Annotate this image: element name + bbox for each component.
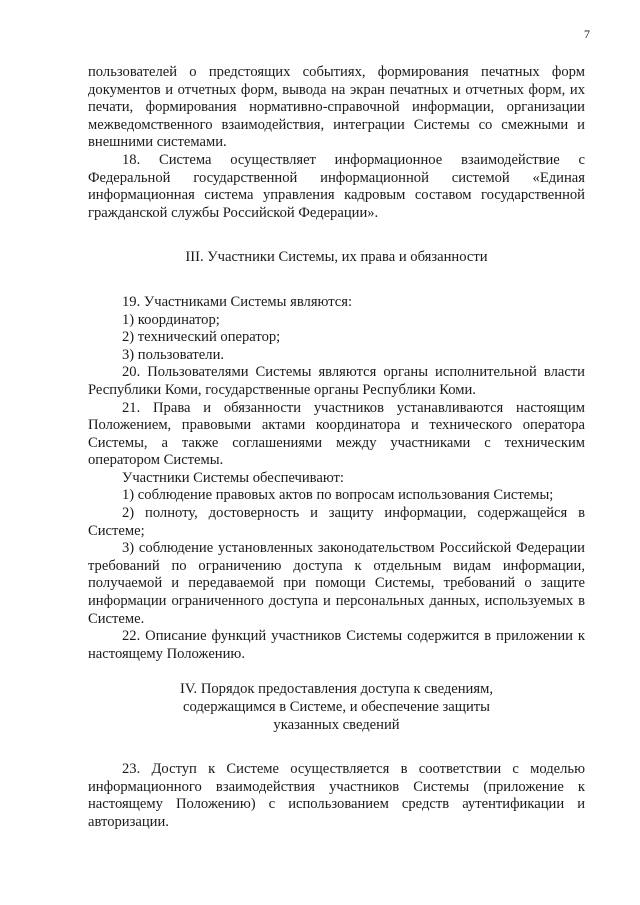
paragraph-22: 22. Описание функций участников Системы содержится в приложении к настоящему Положению. xyxy=(88,628,585,662)
list-item-21-3: 3) соблюдение установленных законодательством Российской Федерации требований по ограничению доступа к отдельным видам информации, получаемой и передаваемой при помощи Системы, требований о защите информации ограниченного доступа и персональных данных, используемых в Системе. xyxy=(88,540,585,627)
document-body xyxy=(88,64,585,832)
paragraph-20: 20. Пользователями Системы являются органы исполнительной власти Республики Коми, государственные органы Республики Коми. xyxy=(88,364,585,398)
list-item-19-3: 3) пользователи. xyxy=(122,346,225,363)
section-4-title-line-1: IV. Порядок предоставления доступа к сведениям, xyxy=(180,681,493,698)
section-4-title-line-3: указанных сведений xyxy=(273,716,400,733)
list-item-19-2: 2) технический оператор; xyxy=(122,329,281,346)
paragraph-23: 23. Доступ к Системе осуществляется в соответствии с моделью информационного взаимодействия участников Системы (приложение к настоящему Положению) с использованием средств аутентификации и авторизации. xyxy=(88,761,585,830)
section-4-title-line-2: содержащимся в Системе, и обеспечение защиты xyxy=(183,699,490,715)
section-3-title: III. Участники Системы, их права и обязанности xyxy=(185,249,488,266)
list-item-19-1: 1) координатор; xyxy=(122,311,220,328)
page-number: 7 xyxy=(584,27,590,41)
paragraph-21-obligations-intro: Участники Системы обеспечивают: xyxy=(122,469,344,486)
paragraph-21: 21. Права и обязанности участников устанавливаются настоящим Положением, правовыми актами координатора и технического оператора Системы, а также соглашениями между участниками с техническим оператором Системы. xyxy=(88,399,585,469)
paragraph-intro-continuation: пользователей о предстоящих событиях, формирования печатных форм документов и отчетных форм, вывода на экран печатных и отчетных форм, их печати, формирования нормативно-справочной информации, организации межведомственного взаимодействия, интеграции Системы со смежными и внешними системами. xyxy=(88,64,585,151)
list-item-21-2: 2) полноту, достоверность и защиту информации, содержащейся в Системе; xyxy=(88,505,585,539)
list-item-21-1: 1) соблюдение правовых актов по вопросам использования Системы; xyxy=(122,487,554,504)
paragraph-18: 18. Система осуществляет информационное взаимодействие с Федеральной государственной информационной системой «Единая информационная система управления кадровым составом государственной гражданской службы Российской Федерации». xyxy=(88,151,585,221)
paragraph-19: 19. Участниками Системы являются: xyxy=(122,293,353,310)
